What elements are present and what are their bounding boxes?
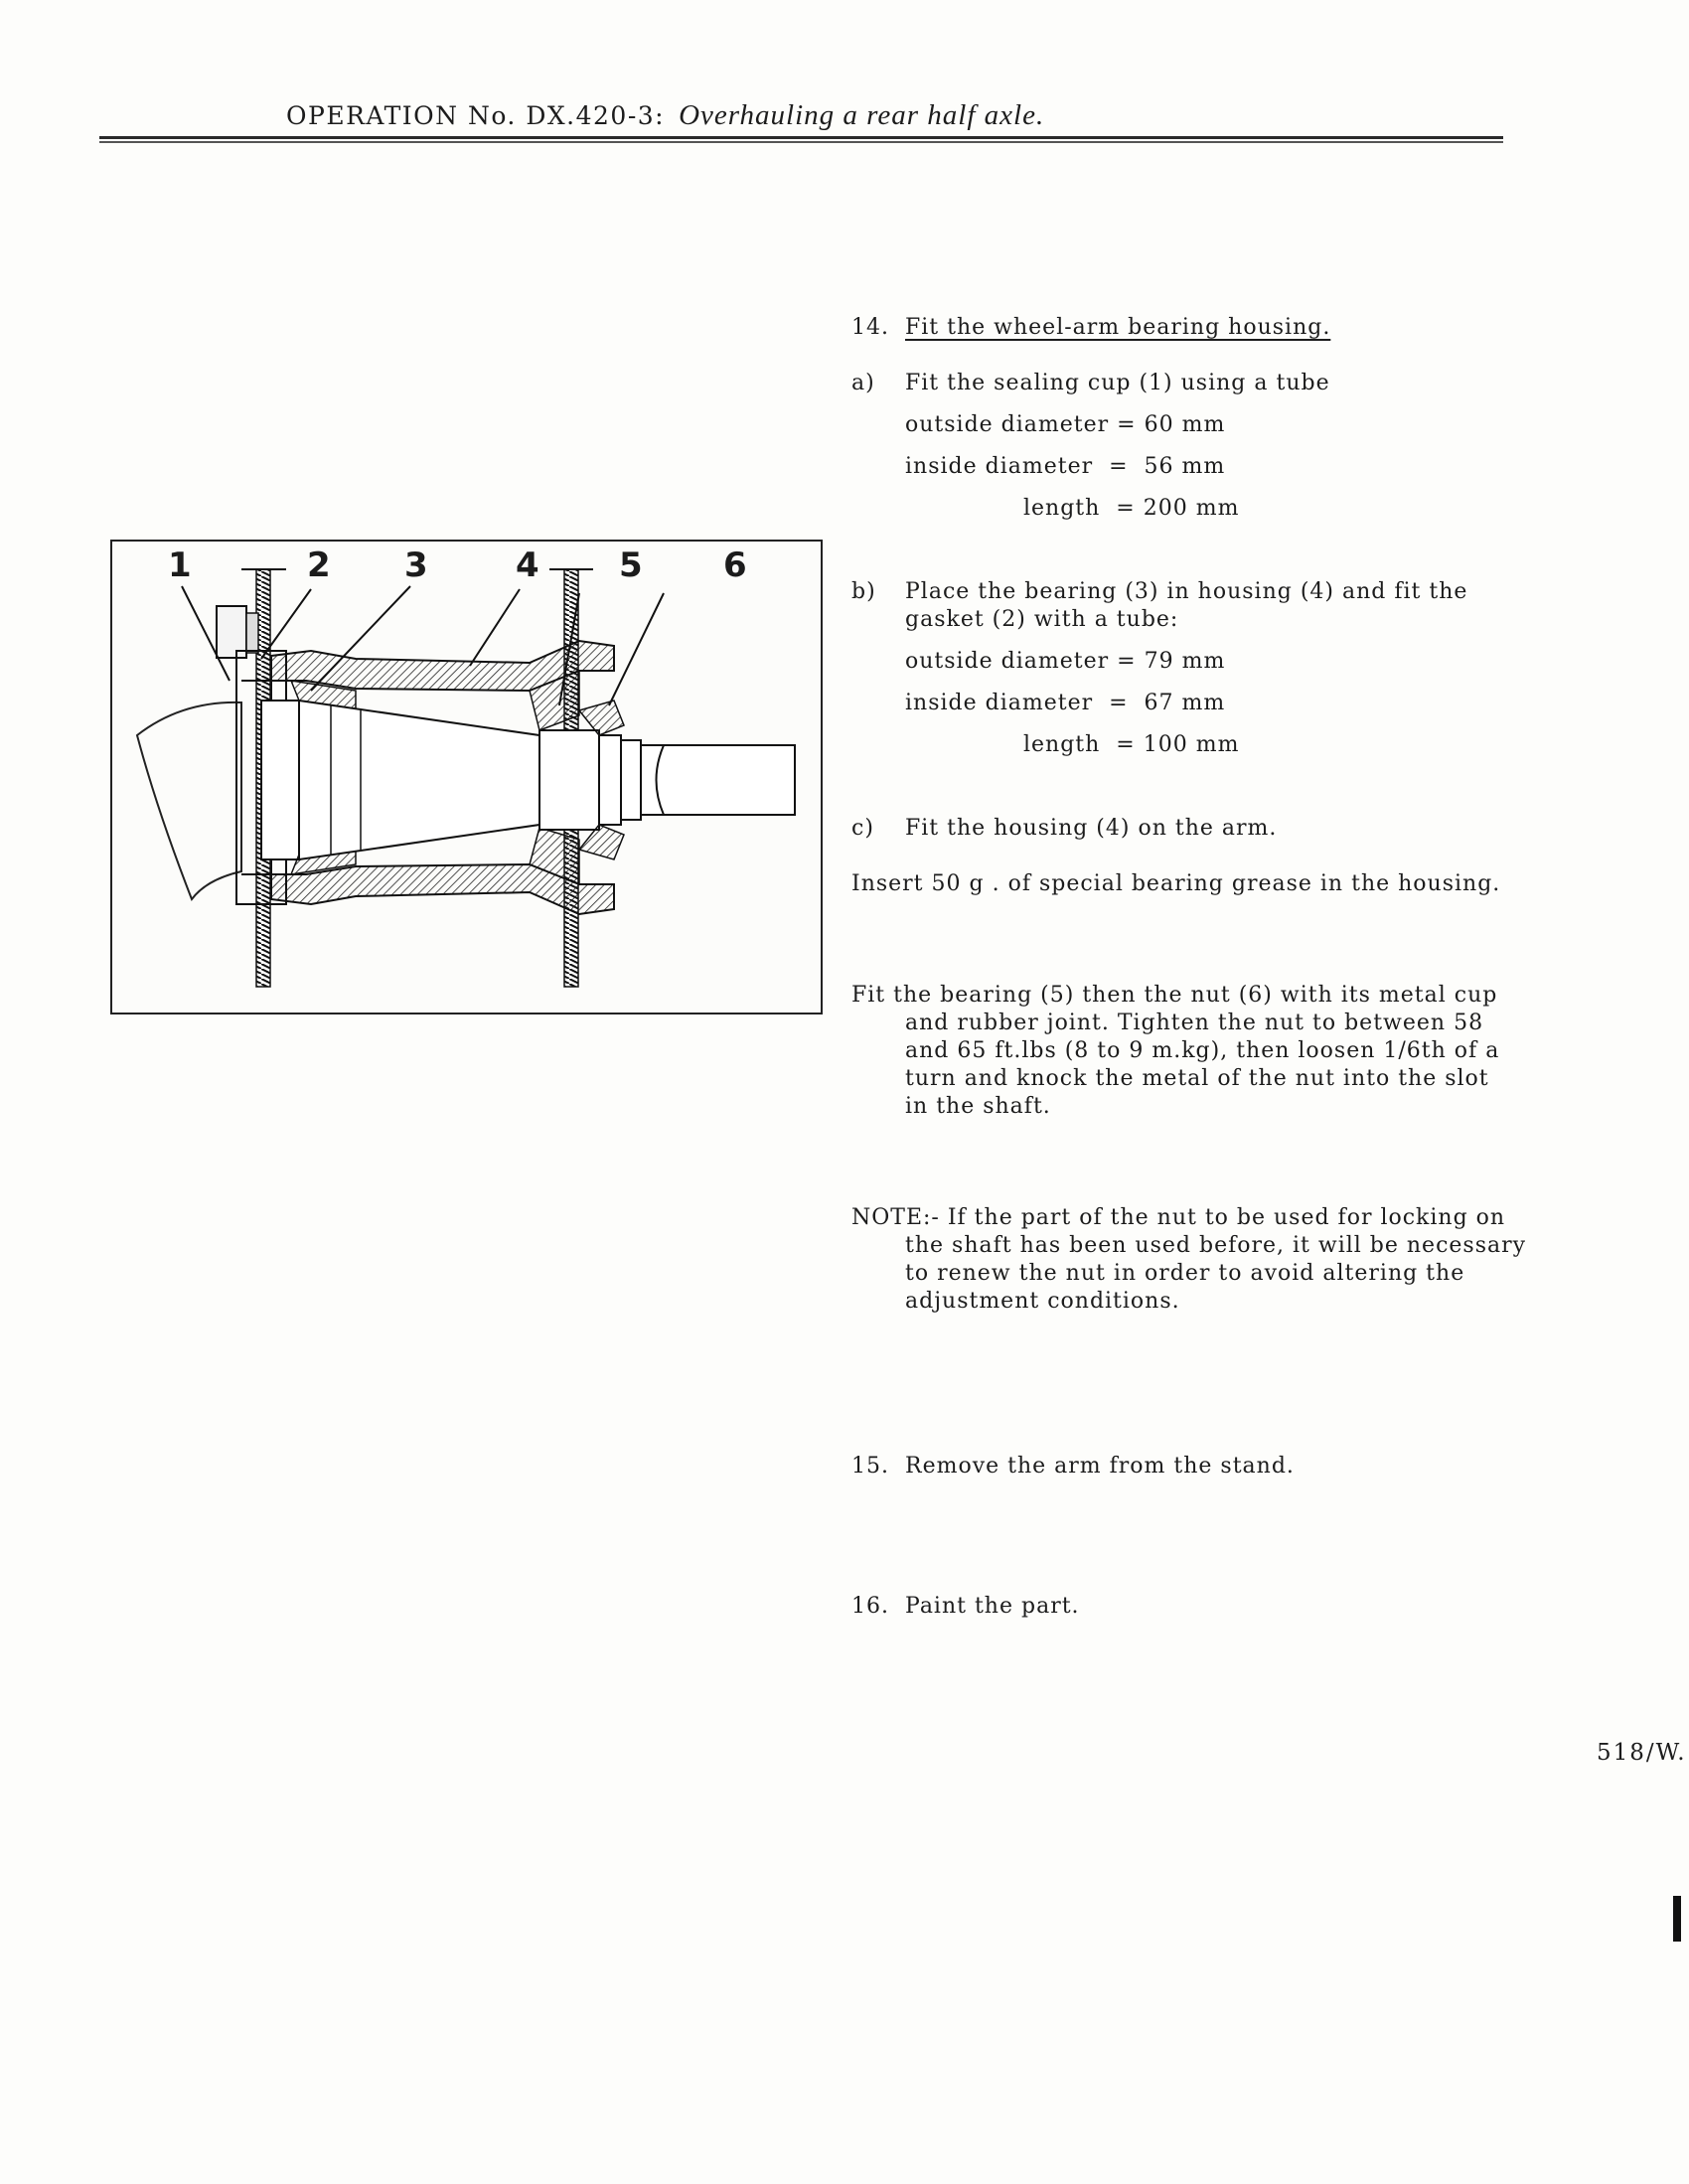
page-header	[286, 99, 1044, 132]
step-b-length: length = 100 mm	[1023, 732, 1240, 757]
step-b-text: Place the bearing (3) in housing (4) and fit the gasket (2) with a tube:	[905, 579, 1468, 632]
step-number: 16.	[851, 1594, 889, 1619]
margin-mark	[1673, 1896, 1681, 1942]
bearing-nut-instruction: Fit the bearing (5) then the nut (6) with its metal cup and rubber joint. Tighten the nut to between 58 and 65 ft.lbs (8 to 9 m.kg), then loosen 1/6th of a turn and knock the metal of the nut into the slot in the shaft.	[851, 983, 1500, 1119]
step-b	[851, 578, 876, 606]
step-a	[851, 370, 1330, 397]
step-c-label: c)	[851, 816, 874, 841]
step-14-heading	[851, 314, 1331, 342]
step-15	[851, 1453, 1295, 1481]
step-a-text: Fit the sealing cup (1) using a tube	[905, 371, 1330, 395]
callout-3: 3	[404, 546, 428, 585]
callout-6: 6	[723, 546, 747, 585]
header-rule	[99, 136, 1503, 139]
callout-1: 1	[168, 546, 192, 585]
step-heading: Fit the wheel-arm bearing housing.	[905, 315, 1331, 340]
step-a-label: a)	[851, 371, 875, 395]
step-b-outside: outside diameter = 79 mm	[905, 649, 1226, 674]
page-reference: 518/W.	[1597, 1740, 1687, 1766]
step-a-inside: inside diameter = 56 mm	[905, 454, 1226, 479]
step-a-length: length = 200 mm	[1023, 496, 1240, 521]
operation-title: Overhauling a rear half axle.	[679, 99, 1045, 131]
step-c	[851, 815, 1278, 843]
step-16	[851, 1593, 1080, 1621]
callout-2: 2	[307, 546, 331, 585]
step-b-inside: inside diameter = 67 mm	[905, 691, 1226, 715]
step-c-text: Fit the housing (4) on the arm.	[905, 816, 1278, 841]
bearing-housing-figure	[110, 540, 823, 1014]
step-a-outside: outside diameter = 60 mm	[905, 412, 1226, 437]
step-text: Remove the arm from the stand.	[905, 1454, 1295, 1479]
cross-section-drawing	[112, 542, 821, 1013]
operation-number: OPERATION No. DX.420-3:	[286, 101, 666, 130]
callout-5: 5	[619, 546, 643, 585]
step-number: 15.	[851, 1454, 889, 1479]
step-text: Paint the part.	[905, 1594, 1080, 1619]
step-b-label: b)	[851, 579, 876, 604]
grease-instruction: Insert 50 g . of special bearing grease in the housing.	[851, 871, 1501, 896]
header-rule-thin	[99, 141, 1503, 143]
callout-4: 4	[516, 546, 539, 585]
locking-note: NOTE:- If the part of the nut to be used for locking on the shaft has been used before, it will be necessary to renew the nut in order to avoid altering the adjustment conditions.	[851, 1205, 1527, 1314]
step-number: 14.	[851, 315, 889, 340]
